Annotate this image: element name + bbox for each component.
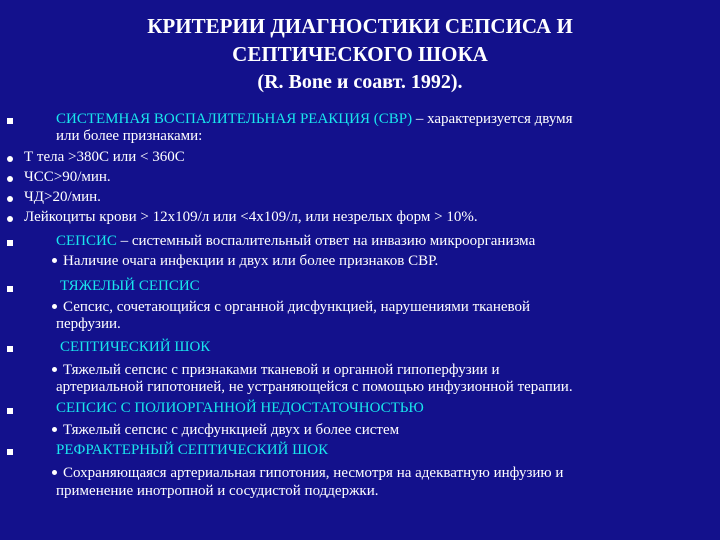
round-bullet-icon xyxy=(52,470,57,475)
svr-heading: СИСТЕМНАЯ ВОСПАЛИТЕЛЬНАЯ РЕАКЦИЯ (СВР) xyxy=(56,111,413,127)
square-bullet-icon xyxy=(7,408,13,414)
square-bullet-icon xyxy=(7,286,13,292)
refractory-detail-2: применение инотропной и сосудистой поддержки. xyxy=(56,483,379,499)
septic-shock-detail-1-text: Тяжелый сепсис с признаками тканевой и органной гипоперфузии и xyxy=(63,362,500,378)
round-bullet-icon xyxy=(52,367,57,372)
refractory-heading: РЕФРАКТЕРНЫЙ СЕПТИЧЕСКИЙ ШОК xyxy=(56,442,329,458)
sepsis-heading-tail: – системный воспалительный ответ на инвазию микроорганизма xyxy=(116,233,536,249)
sepsis-detail-text: Наличие очага инфекции и двух или более признаков СВР. xyxy=(63,253,439,269)
severe-sepsis-heading: ТЯЖЕЛЫЙ СЕПСИС xyxy=(60,278,200,294)
title-line-1: КРИТЕРИИ ДИАГНОСТИКИ СЕПСИСА И xyxy=(147,14,573,38)
svr-criterion-4: Лейкоциты крови > 12х109/л или <4х109/л, или незрелых форм > 10%. xyxy=(24,209,478,225)
mods-detail-text: Тяжелый сепсис с дисфункцией двух и более систем xyxy=(63,422,400,438)
septic-shock-detail-2: артериальной гипотонией, не устраняющейся с помощью инфузионной терапии. xyxy=(56,379,573,395)
square-bullet-icon xyxy=(7,240,13,246)
svr-heading-tail: – характеризуется двумя xyxy=(412,111,573,127)
round-bullet-icon xyxy=(52,304,57,309)
severe-sepsis-detail-1-text: Сепсис, сочетающийся с органной дисфункцией, нарушениями тканевой xyxy=(63,299,531,315)
septic-shock-heading: СЕПТИЧЕСКИЙ ШОК xyxy=(60,339,211,355)
square-bullet-icon xyxy=(7,118,13,124)
sepsis-heading: СЕПСИС xyxy=(56,233,117,249)
title-line-2: СЕПТИЧЕСКОГО ШОКА xyxy=(232,42,488,66)
mods-detail xyxy=(52,422,399,439)
slide-title xyxy=(0,12,720,96)
refractory-detail-1 xyxy=(52,465,563,482)
svr-criterion-2: ЧСС>90/мин. xyxy=(24,169,111,185)
severe-sepsis-detail-2: перфузии. xyxy=(56,316,121,332)
svr-heading-line xyxy=(56,111,573,128)
round-bullet-icon xyxy=(7,176,13,182)
septic-shock-detail-1 xyxy=(52,362,499,379)
round-bullet-icon xyxy=(52,427,57,432)
sepsis-detail xyxy=(52,253,438,270)
round-bullet-icon xyxy=(7,196,13,202)
svr-criterion-3: ЧД>20/мин. xyxy=(24,189,101,205)
square-bullet-icon xyxy=(7,449,13,455)
svr-criterion-1: Т тела >380С или < 360С xyxy=(24,149,185,165)
refractory-detail-1-text: Сохраняющаяся артериальная гипотония, несмотря на адекватную инфузию и xyxy=(63,465,564,481)
round-bullet-icon xyxy=(7,216,13,222)
round-bullet-icon xyxy=(52,258,57,263)
square-bullet-icon xyxy=(7,346,13,352)
title-line-3: (R. Bone и соавт. 1992). xyxy=(257,71,463,93)
mods-heading: СЕПСИС С ПОЛИОРГАННОЙ НЕДОСТАТОЧНОСТЬЮ xyxy=(56,400,424,416)
svr-line-2: или более признаками: xyxy=(56,128,203,144)
severe-sepsis-detail-1 xyxy=(52,299,530,316)
sepsis-heading-line xyxy=(56,233,535,250)
round-bullet-icon xyxy=(7,156,13,162)
